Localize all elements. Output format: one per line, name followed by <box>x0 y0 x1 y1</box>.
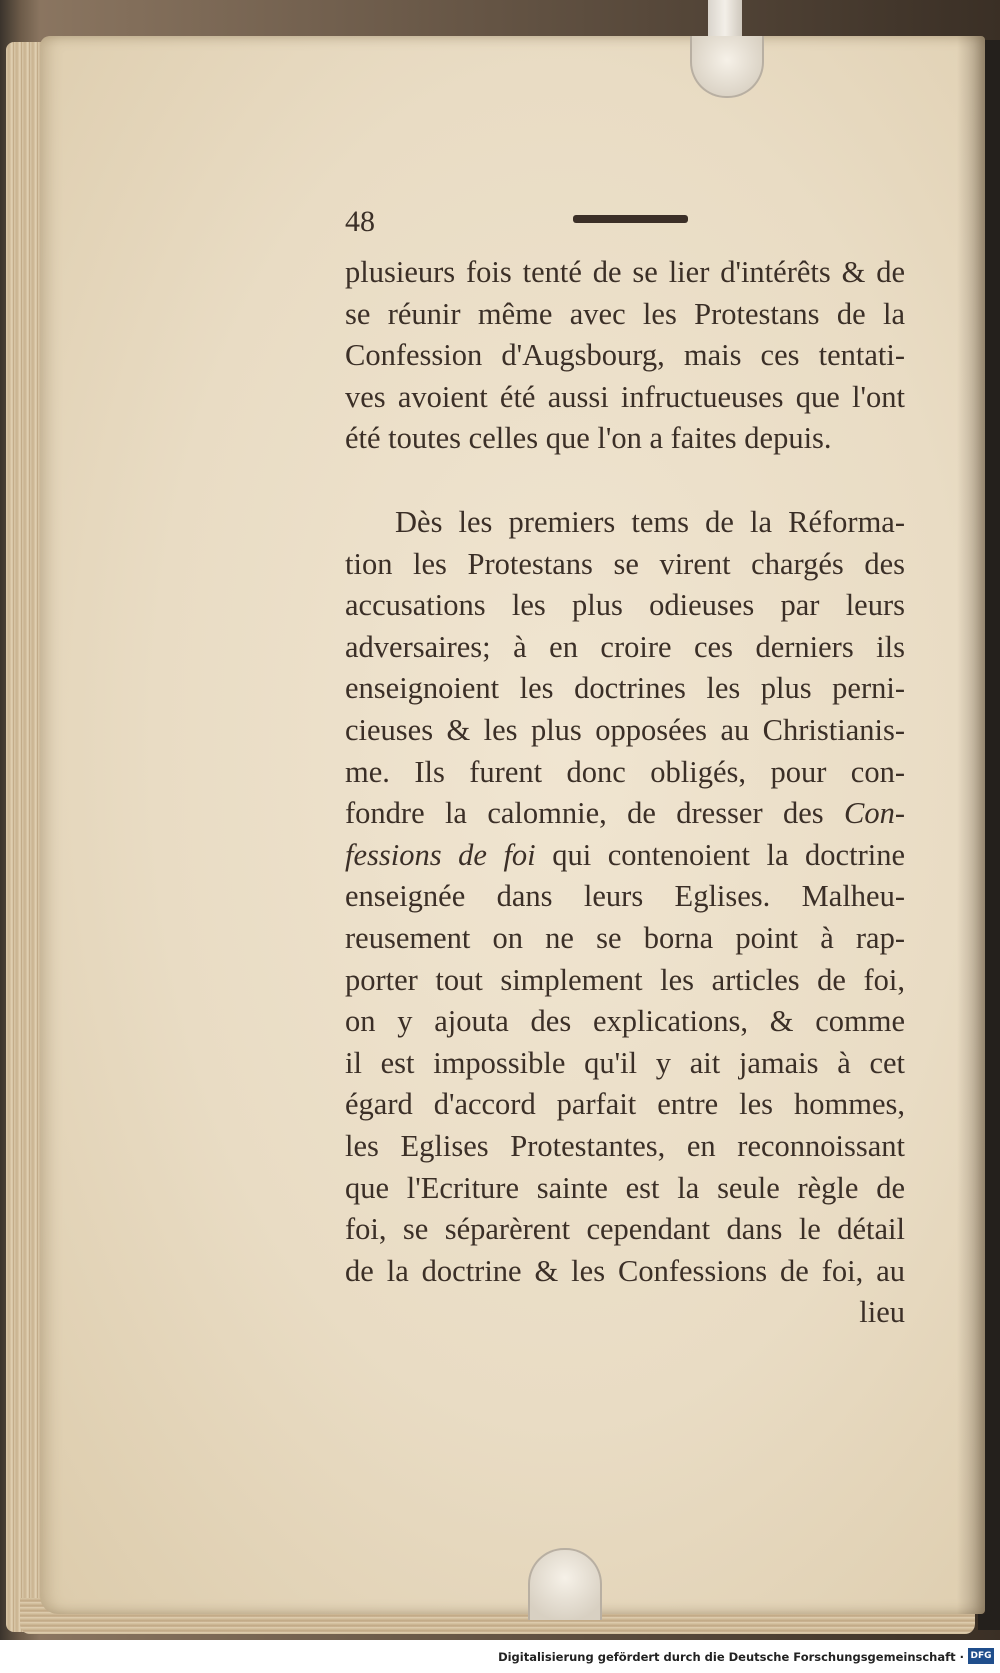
header-ornament-rule <box>573 215 688 223</box>
text-line-mixed <box>345 835 905 877</box>
catchword: lieu <box>859 1295 905 1330</box>
text-line: plusieurs fois tenté de se lier d'intérêts & de <box>345 255 905 289</box>
text-line: on y ajouta des explications, & comme <box>345 1004 905 1039</box>
text-line: les Eglises Protestantes, en reconnoissant <box>345 1128 905 1163</box>
spine-shadow <box>957 36 985 1614</box>
italic-segment: Con- <box>844 796 905 831</box>
paragraph-1 <box>345 252 905 460</box>
text-line: accusations les plus odieuses par leurs <box>345 588 905 623</box>
dfg-logo-icon: DFG <box>968 1648 994 1664</box>
text-line: été toutes celles que l'on a faites depuis. <box>345 421 832 456</box>
text-segment: fondre la calomnie, de dresser des <box>345 796 844 831</box>
text-line: de la doctrine & les Confessions de foi, au <box>345 1253 905 1288</box>
text-line: Dès les premiers tems de la Réforma- <box>395 505 905 539</box>
text-line: reusement on ne se borna point à rap- <box>345 920 905 955</box>
text-line: adversaires; à en croire ces derniers ils <box>345 629 905 664</box>
text-line: il est impossible qu'il y ait jamais à cet <box>345 1045 905 1080</box>
text-line: porter tout simplement les articles de foi, <box>345 962 905 997</box>
text-line: que l'Ecriture sainte est la seule règle de <box>345 1170 905 1205</box>
text-segment: qui contenoient la doctrine <box>535 837 905 872</box>
text-line-mixed <box>345 793 905 835</box>
text-line: cieuses & les plus opposées au Christianis- <box>345 712 905 747</box>
text-line: Confession d'Augsbourg, mais ces tentati- <box>345 338 905 373</box>
text-line: se réunir même avec les Protestans de la <box>345 296 905 331</box>
paper-clip-bottom <box>528 1548 602 1620</box>
paragraph-2 <box>345 502 905 1334</box>
page-number: 48 <box>345 205 375 238</box>
italic-segment: fessions de foi <box>345 837 536 872</box>
text-line: tion les Protestans se virent chargés des <box>345 546 905 581</box>
text-line: égard d'accord parfait entre les hommes, <box>345 1087 905 1122</box>
text-line: enseignée dans leurs Eglises. Malheu- <box>345 879 905 914</box>
text-line: enseignoient les doctrines les plus perni- <box>345 671 905 706</box>
text-line: ves avoient été aussi infructueuses que l'ont <box>345 379 905 414</box>
text-line: foi, se séparèrent cependant dans le détail <box>345 1212 905 1247</box>
text-line: me. Ils furent donc obligés, pour con- <box>345 754 905 789</box>
footer-credit: Digitalisierung gefördert durch die Deutsche Forschungsgemeinschaft · <box>498 1650 964 1664</box>
page-header <box>345 205 905 245</box>
